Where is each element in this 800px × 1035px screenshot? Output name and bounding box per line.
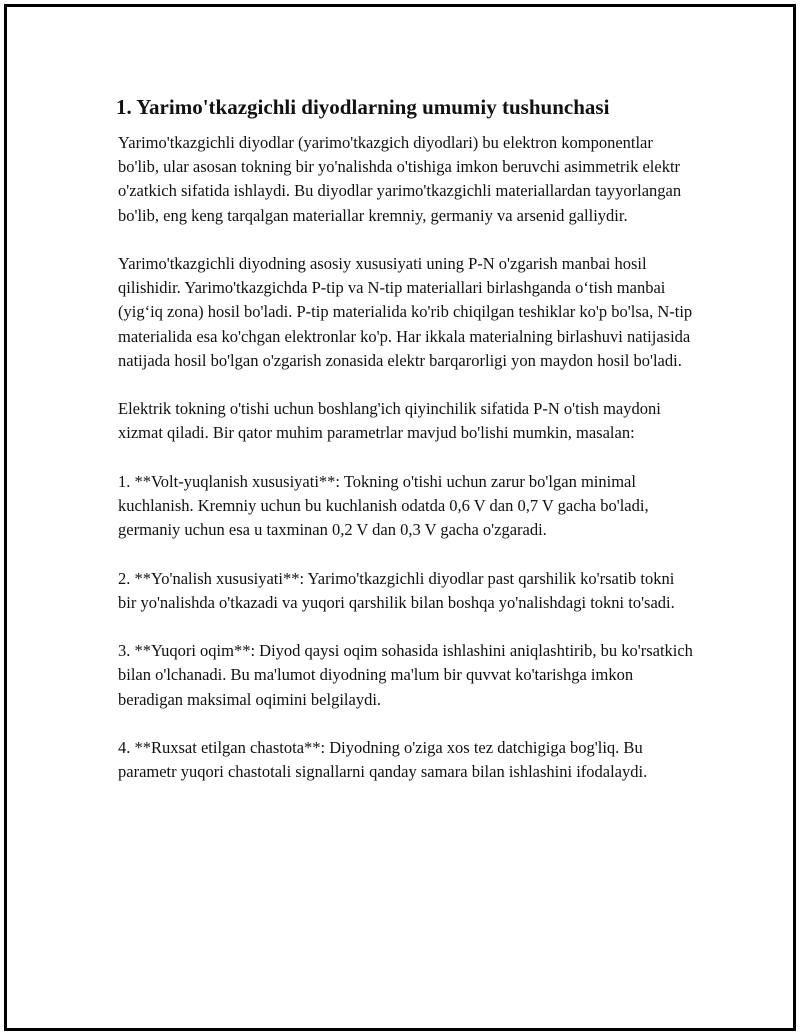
list-item-direction: 2. **Yo'nalish xususiyati**: Yarimo'tkazgichli diyodlar past qarshilik ko'rsatib tokni bir yo'nalishda o'tkazadi va yuqori qarshilik bilan boshqa yo'nalishdagi tokni to'sadi.: [118, 568, 675, 612]
paragraph-parameters: Elektrik tokning o'tishi uchun boshlang'ich qiyinchilik sifatida P-N o'tish maydoni xizmat qiladi. Bir qator muhim parametrlar mavjud bo'lishi mumkin, masalan:: [118, 399, 661, 443]
list-item-voltage: 1. **Volt-yuqlanish xususiyati**: Tokning o'tishi uchun zarur bo'lgan minimal kuchlanish. Kremniy uchun bu kuchlanish odatda 0,6 V dan 0,7 V gacha bo'ladi, germaniy uchun esa u taxminan 0,2 V dan 0,3 V gacha o'zgaradi.: [118, 471, 649, 540]
section-heading: 1. Yarimo'tkazgichli diyodlarning umumiy tushunchasi: [116, 95, 610, 119]
list-item-frequency: 4. **Ruxsat etilgan chastota**: Diyodning o'ziga xos tez datchigiga bog'liq. Bu parametr yuqori chastotali signallarni qanday samara bilan ishlashini ifodalaydi.: [118, 737, 648, 782]
list-item-current: 3. **Yuqori oqim**: Diyod qaysi oqim sohasida ishlashini aniqlashtirib, bu ko'rsatkich bilan o'lchanadi. Bu ma'lumot diyodning ma'lum bir quvvat ko'tarishga imkon beradigan maksimal oqimini belgilaydi.: [118, 641, 693, 709]
document-body: [113, 93, 693, 809]
paragraph-intro: Yarimo'tkazgichli diyodlar (yarimo'tkazgich diyodlari) bu elektron komponentlar bo'lib, ular asosan tokning bir yo'nalishda o'tishiga imkon beruvchi asimmetrik elektr o'zatkich sifatida ishlaydi. Bu diyodlar yarimo'tkazgichli materiallardan tayyorlangan bo'lib, eng keng tarqalgan materiallar kremniy, germaniy va arsenid galliydir.: [118, 133, 682, 225]
paragraph-pn-junction: Yarimo'tkazgichli diyodning asosiy xususiyati uning P-N o'zgarish manbai hosil qilishidir. Yarimo'tkazgichda P-tip va N-tip materiallari birlashganda o‘tish manbai (yig‘iq zona) hosil bo'ladi. P-tip materialida ko'rib chiqilgan teshiklar ko'p bo'lsa, N-tip materialida esa ko'chgan elektronlar ko'p. Har ikkala materialning birlashuvi natijasida natijada hosil bo'lgan o'zgarish zonasida elektr barqarorligi yon maydon hosil bo'ladi.: [118, 254, 693, 370]
